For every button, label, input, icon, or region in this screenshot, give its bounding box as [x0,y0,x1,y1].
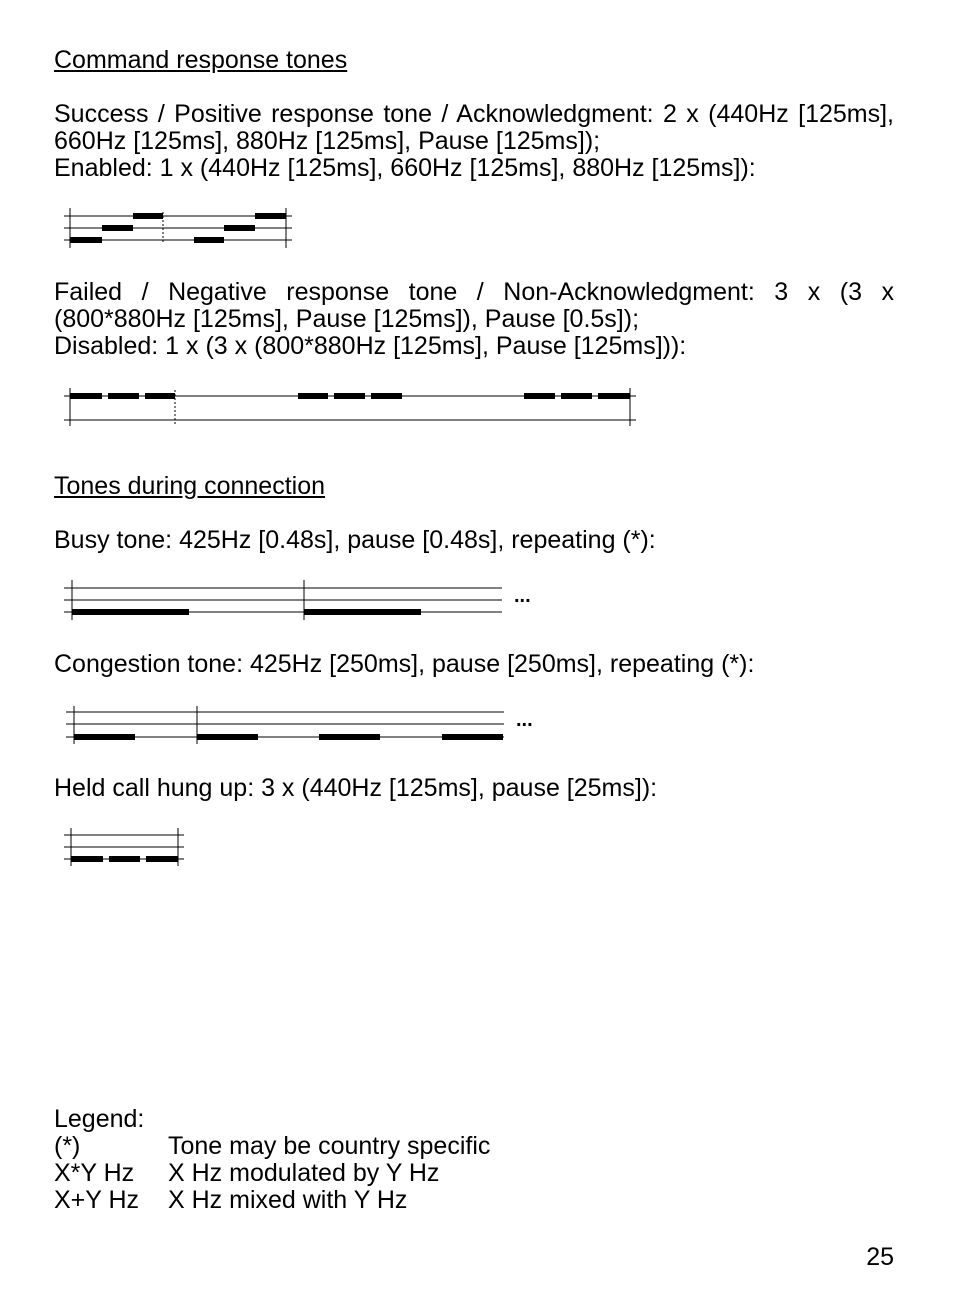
legend-desc: X Hz mixed with Y Hz [168,1186,408,1214]
congestion-tone-continuation: ... [516,709,533,731]
legend-key: (*) [54,1132,81,1160]
busy-tone-description: Busy tone: 425Hz [0.48s], pause [0.48s], repeating (*): [54,526,656,554]
held-call-tone-diagram [64,828,184,866]
legend-key: X*Y Hz [54,1159,135,1187]
enabled-tone-description: Enabled: 1 x (440Hz [125ms], 660Hz [125ms], 880Hz [125ms]): [54,154,756,182]
busy-tone-continuation: ... [514,585,531,607]
congestion-tone-description: Congestion tone: 425Hz [250ms], pause [250ms], repeating (*): [54,650,755,678]
section-heading-command-tones: Command response tones [54,46,348,74]
held-call-tone-description: Held call hung up: 3 x (440Hz [125ms], pause [25ms]): [54,774,658,802]
legend-desc: Tone may be country specific [168,1132,491,1160]
legend [54,1106,894,1214]
page-number: 25 [866,1243,894,1271]
section-heading-connection-tones: Tones during connection [54,472,326,500]
legend-row [54,1160,894,1187]
legend-desc: X Hz modulated by Y Hz [168,1159,440,1187]
failed-tone-description: Failed / Negative response tone / Non-Acknowledgment: 3 x (3 x (800*880Hz [125ms], Pause [125ms]), Pause [0.5s]); [54,278,894,333]
success-tone-diagram [64,208,292,248]
congestion-tone-diagram [66,706,504,744]
legend-key: X+Y Hz [54,1186,139,1214]
failed-tone-diagram [64,388,636,426]
busy-tone-diagram [64,580,502,620]
legend-title: Legend: [54,1105,145,1133]
legend-row [54,1133,894,1160]
legend-row [54,1187,894,1214]
disabled-tone-description: Disabled: 1 x (3 x (800*880Hz [125ms], Pause [125ms])): [54,332,687,360]
success-tone-description: Success / Positive response tone / Acknowledgment: 2 x (440Hz [125ms], 660Hz [125ms], 880Hz [125ms], Pause [125ms]); [54,100,894,155]
